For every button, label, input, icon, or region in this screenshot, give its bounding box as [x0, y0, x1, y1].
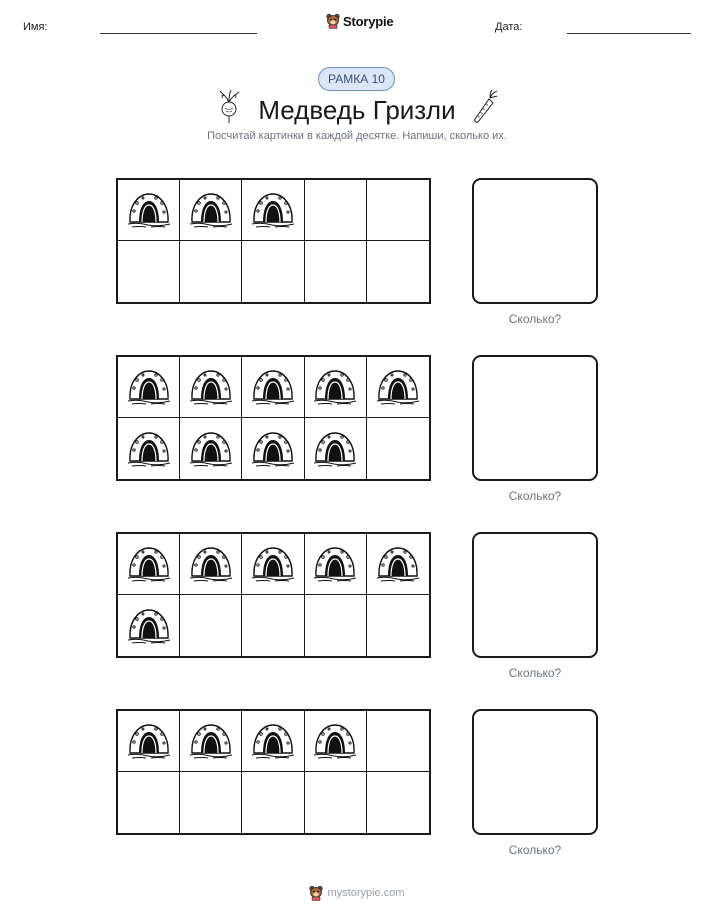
frame-cell: [242, 357, 304, 418]
ten-frame-2: [116, 355, 431, 481]
cave-den-icon: [250, 191, 296, 229]
frame-cell: [367, 241, 429, 302]
frame-cell: [118, 595, 180, 656]
cave-den-icon: [126, 430, 172, 468]
frame-cell: [367, 418, 429, 479]
cave-den-icon: [375, 368, 421, 406]
frame-cell: [118, 180, 180, 241]
frame-cell: [118, 534, 180, 595]
cave-den-icon: [312, 545, 358, 583]
answer-box-4[interactable]: [472, 709, 598, 835]
cave-den-icon: [126, 722, 172, 760]
cave-den-icon: [250, 722, 296, 760]
cave-den-icon: [250, 430, 296, 468]
frame-cell: [305, 595, 367, 656]
cave-den-icon: [126, 607, 172, 645]
frame-cell: [242, 418, 304, 479]
frame-cell: [305, 241, 367, 302]
ten-frame-3: [116, 532, 431, 658]
cave-den-icon: [250, 368, 296, 406]
cave-den-icon: [188, 430, 234, 468]
name-field[interactable]: [100, 33, 257, 34]
frame-cell: [180, 595, 242, 656]
header: [0, 0, 714, 50]
frame-cell: [180, 418, 242, 479]
frame-cell: [180, 241, 242, 302]
frame-cell: [367, 357, 429, 418]
instructions: Посчитай картинки в каждой десятке. Напиши, сколько их.: [207, 130, 507, 142]
frame-cell: [305, 534, 367, 595]
date-label: Дата:: [495, 21, 523, 33]
frame-cell: [180, 357, 242, 418]
frame-cell: [242, 772, 304, 833]
frame-cell: [305, 418, 367, 479]
frame-cell: [118, 711, 180, 772]
cave-den-icon: [188, 722, 234, 760]
cave-den-icon: [188, 545, 234, 583]
cave-den-icon: [312, 722, 358, 760]
answer-label-2: Сколько?: [508, 489, 562, 503]
frame-cell: [180, 711, 242, 772]
frame-cell: [118, 772, 180, 833]
brand-name: Storypie: [343, 13, 394, 29]
name-label: Имя:: [23, 21, 48, 33]
frame-cell: [367, 595, 429, 656]
frame-cell: [118, 357, 180, 418]
cave-den-icon: [126, 191, 172, 229]
cave-den-icon: [250, 545, 296, 583]
cave-den-icon: [375, 545, 421, 583]
cave-den-icon: [312, 368, 358, 406]
answer-label-4: Сколько?: [508, 843, 562, 857]
frame-cell: [242, 595, 304, 656]
cave-den-icon: [188, 191, 234, 229]
cave-den-icon: [312, 430, 358, 468]
frame-cell: [118, 418, 180, 479]
cave-den-icon: [126, 545, 172, 583]
carrot-icon: [470, 90, 498, 124]
frame-cell: [305, 772, 367, 833]
ten-frame-4: [116, 709, 431, 835]
cave-den-icon: [188, 368, 234, 406]
frame-cell: [242, 241, 304, 302]
frame-cell: [242, 180, 304, 241]
answer-label-3: Сколько?: [508, 666, 562, 680]
bear-mascot-icon: [326, 13, 340, 29]
frame-cell: [367, 772, 429, 833]
brand-logo: [326, 13, 393, 29]
frame-cell: [180, 180, 242, 241]
footer-link[interactable]: mystorypie.com: [327, 887, 405, 899]
frame-cell: [367, 180, 429, 241]
bear-mascot-icon: [309, 885, 323, 901]
frame-cell: [305, 711, 367, 772]
answer-box-3[interactable]: [472, 532, 598, 658]
cave-den-icon: [126, 368, 172, 406]
date-field[interactable]: [567, 33, 691, 34]
frame-cell: [305, 357, 367, 418]
frame-badge: РАМКА 10: [318, 67, 395, 91]
frame-cell: [180, 772, 242, 833]
answer-box-1[interactable]: [472, 178, 598, 304]
frame-cell: [242, 534, 304, 595]
frame-cell: [305, 180, 367, 241]
frame-cell: [367, 534, 429, 595]
ten-frame-1: [116, 178, 431, 304]
frame-cell: [180, 534, 242, 595]
page-title: Медведь Гризли: [258, 95, 456, 125]
frame-cell: [367, 711, 429, 772]
answer-box-2[interactable]: [472, 355, 598, 481]
frame-cell: [118, 241, 180, 302]
footer: [0, 885, 714, 901]
frame-cell: [242, 711, 304, 772]
answer-label-1: Сколько?: [508, 312, 562, 326]
